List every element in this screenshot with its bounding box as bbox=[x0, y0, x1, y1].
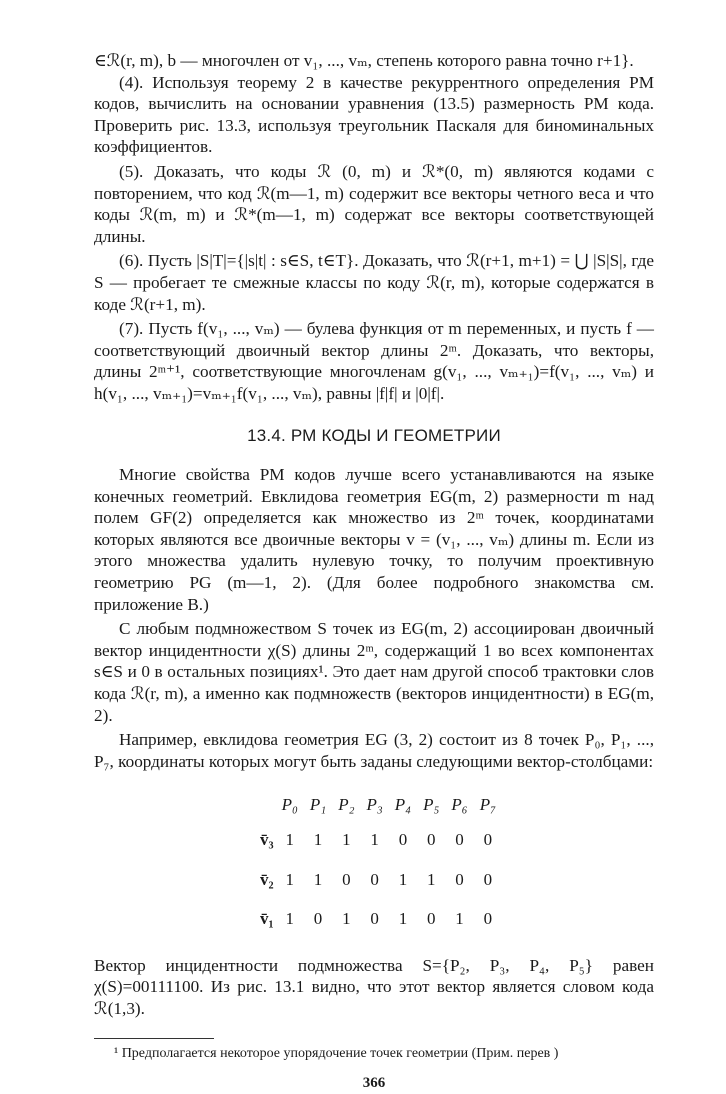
matrix-cell: 1 bbox=[342, 909, 351, 929]
matrix-cell: 0 bbox=[370, 869, 379, 889]
paragraph-incidence-vector: С любым подмножеством S точек из EG(m, 2) ассоциирован двоичный вектор инцидентности χ(S) длины 2ᵐ, содержащий 1 во всех компонентах s∈S и 0 в остальных позициях¹. Это дает нам другой способ трактовки слов кода ℛ(r, m), а именно как подмножеств (векторов инцидентности) в EG(m, 2). bbox=[94, 619, 654, 725]
matrix-column-header: P₄ bbox=[394, 795, 412, 815]
matrix-column-header: P₆ bbox=[451, 795, 468, 815]
matrix-cell: 0 bbox=[426, 909, 436, 929]
matrix-row-v2 bbox=[254, 860, 502, 900]
matrix-cell: 1 bbox=[426, 869, 436, 889]
matrix-cell: 0 bbox=[313, 909, 323, 929]
matrix-cell: 1 bbox=[313, 869, 323, 889]
matrix-row-label: v̄₃ bbox=[260, 830, 274, 849]
document-page bbox=[94, 50, 654, 1094]
exercise-5: (5). Доказать, что коды ℛ (0, m) и ℛ*(0, m) являются кодами с повторением, что код ℛ(m—1, m) содержит все векторы четного веса и что коды ℛ(m, m) и ℛ*(m—1, m) содержат все векторы соответствующей длины. bbox=[94, 161, 654, 246]
matrix-header-row bbox=[254, 790, 502, 820]
matrix-cell: 0 bbox=[342, 869, 351, 889]
paragraph-incidence-example: Вектор инцидентности подмножества S={P₂, P₃, P₄, P₅} равен χ(S)=00111100. Из рис. 13.1 видно, что этот вектор является словом кода ℛ(1,3). bbox=[94, 955, 654, 1018]
matrix-row-v1 bbox=[254, 899, 502, 939]
matrix-column-header: P₇ bbox=[479, 795, 496, 815]
matrix-column-header: P₂ bbox=[338, 795, 355, 815]
matrix-cell: 0 bbox=[426, 830, 436, 849]
exercise-continuation: ∈ℛ(r, m), b — многочлен от v₁, ..., vₘ, степень которого равна точно r+1}. bbox=[94, 51, 634, 70]
matrix-cell: 0 bbox=[483, 830, 493, 849]
matrix-cell: 1 bbox=[285, 830, 294, 849]
footnote-divider bbox=[94, 1038, 214, 1039]
matrix-column-header: P₅ bbox=[423, 795, 440, 815]
matrix-cell: 0 bbox=[483, 909, 493, 929]
matrix-cell: 1 bbox=[398, 909, 408, 929]
section-heading: 13.4. РМ КОДЫ И ГЕОМЕТРИИ bbox=[247, 425, 501, 445]
page-number: 366 bbox=[362, 1074, 386, 1091]
matrix-cell: 1 bbox=[398, 869, 408, 889]
matrix-row-label: v̄₂ bbox=[260, 869, 274, 889]
matrix-column-header: P₁ bbox=[309, 795, 327, 815]
footnote: ¹ Предполагается некоторое упорядочение точек геометрии (Прим. перев ) bbox=[114, 1045, 559, 1061]
matrix-cell: 1 bbox=[285, 869, 294, 889]
exercise-7: (7). Пусть f(v₁, ..., vₘ) — булева функция от m переменных, и пусть f — соответствующий двоичный вектор длины 2ᵐ. Доказать, что векторы, длины 2ᵐ⁺¹, соответствующие многочленам g(v₁, ..., vₘ₊₁)=f(v₁, ..., vₘ) и h(v₁, ..., vₘ₊₁)=vₘ₊₁f(v₁, ..., vₘ), равны |f|f| и |0|f|. bbox=[94, 319, 654, 403]
paragraph-euclidean-geometry: Многие свойства РМ кодов лучше всего устанавливаются на языке конечных геометрий. Евклидова геометрия EG(m, 2) размерности m над полем GF(2) определяется как множество из 2ᵐ точек, координатами которых являются все двоичные векторы v = (v₁, ..., vₘ) длины m. Если из этого множества удалить нулевую точку, то получим проективную геометрию PG (m—1, 2). (Для более подробного знакомства см. приложение В.) bbox=[94, 465, 654, 614]
matrix-cell: 1 bbox=[313, 830, 323, 849]
matrix-column-header: P₀ bbox=[281, 795, 298, 815]
matrix-cell: 0 bbox=[455, 869, 464, 889]
matrix-row-v3 bbox=[254, 820, 502, 860]
paragraph-example: Например, евклидова геометрия EG (3, 2) состоит из 8 точек P₀, P₁, ..., P₇, координаты которых могут быть заданы следующими вектор-столбцами: bbox=[94, 730, 654, 771]
matrix-cell: 0 bbox=[455, 830, 464, 849]
matrix-cell: 1 bbox=[285, 909, 294, 929]
matrix-cell: 1 bbox=[455, 909, 464, 929]
matrix-cell: 0 bbox=[370, 909, 379, 929]
matrix-row-label: v̄₁ bbox=[260, 909, 274, 929]
coordinate-matrix bbox=[254, 790, 502, 938]
matrix-cell: 1 bbox=[342, 830, 351, 849]
exercise-6: (6). Пусть |S|T|={|s|t| : s∈S, t∈T}. Доказать, что ℛ(r+1, m+1) = ⋃ |S|S|, где S — пробегает те смежные классы по коду ℛ(r, m), которые содержатся в коде ℛ(r+1, m). bbox=[94, 251, 654, 314]
matrix-cell: 0 bbox=[483, 869, 493, 889]
matrix-column-header: P₃ bbox=[366, 795, 383, 815]
matrix-cell: 0 bbox=[398, 830, 408, 849]
exercise-4: (4). Используя теорему 2 в качестве рекуррентного определения РМ кодов, вычислить на основании уравнения (13.5) размерность РМ кода. Проверить рис. 13.3, используя треугольник Паскаля для биноминальных коэффициентов. bbox=[94, 72, 654, 157]
matrix-cell: 1 bbox=[370, 830, 379, 849]
